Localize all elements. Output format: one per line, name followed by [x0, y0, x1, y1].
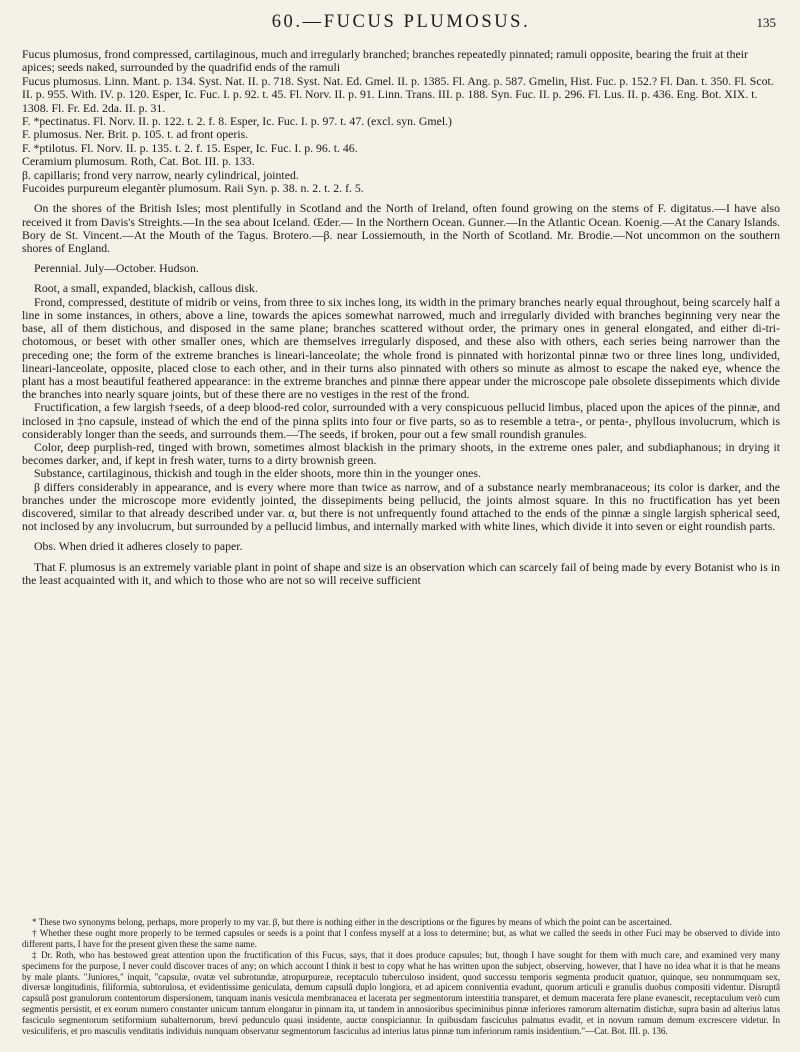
variety-paragraph: β differs considerably in appearance, and is every where more than twice as narrow, and of a substance nearly membranaceous; its color is darker, and the branches under the microscope more evidently jointed, the dissepiments being pellucid, the joints almost square. In this no fructification has yet been discovered, similar to that already described under var. α, but there is not unfrequently found attached to the ends of the pinnæ a single largish spherical seed, not inclosed by any involucrum, but surrounded by a pellucid limbus, and internally marked with white lines, which divide it into seven or eight roundish parts.: [22, 479, 780, 534]
page-title: 60.—FUCUS PLUMOSUS.: [271, 12, 531, 32]
duration-paragraph: Perennial. July—October. Hudson.: [34, 261, 199, 276]
diagnosis: Fucus plumosus, frond compressed, cartilaginous, much and irregularly branched; branches repeatedly pinnated; ramuli opposite, bearing the fruit at their apices; seeds naked, surrounded by the quadrifid ends of the ramuli: [22, 47, 748, 75]
footnote: † Whether these ought more properly to be termed capsules or seeds is a point that I confess myself at a loss to determine; but, as what we called the seeds in other Fuci may be observed to divide into different parts, I have for the present given these the same name.: [22, 927, 780, 949]
footnote: ‡ Dr. Roth, who has bestowed great attention upon the fructification of this Fucus, says, that it does produce capsules; but, though I have sought for them with much care, and examined very many specimens for the purpose, I never could discover traces of any; on which account I think it best to copy what he has written upon the subject, observing, however, that I have no idea what it is that he means by male plants. "Juniores," inquit, "capsulæ, ovatæ vel subrotundæ, atropurpureæ, receptaculo tuberculoso insident, quod successu temporis segmenta producit quatuor, quinque, seu nonnumquam sex, diversæ longitudinis, filiformia, subtorulosa, et evidentissime geniculata, demum capsulâ duplo longiora, et ad apicem conniventia evadunt, quorum articuli e granulis duobus compositi videntur. Disruptâ capsulâ post granulorum contentorum dispersionem, tanquam inanis vesicula membranacea et lacerata per segmentorum interstitia transparet, et demum macerata fere plane evanescit, receptaculum verò cum segmentis persistit, et ex eorum numero constanter unicum tantum elongatur in pinnam ita, ut tandem in annosioribus speciminibus pinnæ inferiores ramorum alternatim distichæ, supra basin ad alterius latus fasciculo segmentorum setiformium subalternorum, brevi pedunculo quasi insidente, auctæ conspiciantur. In quibusdam fasciculus palmatus evadit, et in novum ramum demum excrescere videtur. In vesiculiferis, et pro masculis venditatis individuis nunquam observatur segmentorum fasciculus ad interius latus pinnæ tum inferiorum ramis insidentium."—Cat. Bot. III. p. 136.: [22, 949, 780, 1037]
frond-paragraph: Frond, compressed, destitute of midrib or veins, from three to six inches long, its width in the primary branches nearly equal throughout, being scarcely half a line in some instances, in others, above a line, towards the apices somewhat narrowed, much and irregularly divided with branches beginning very near the base, all of them distichous, and disposed in the same plane; branches scattered without order, the primary ones in general elongated, and either di-tri-chotomous, or beset with other smaller ones, which are themselves irregularly disposed, and these also with others, each series being narrower than the preceding one; the form of the extreme branches is lineari-lanceolate; the whole frond is pinnated with horizontal pinnæ two or three lines long, undivided, lineari-lanceolate, opposite, placed close to each other, and in their turns also pinnated with others so minute as almost to escape the naked eye, whence the plant has a most beautiful feathered appearance: in the extreme branches and pinnæ there appear under the microscope pale obsolete dissepiments which divide the branches into nearly square joints, but of these there are no vestiges in the rest of the frond.: [22, 294, 780, 402]
page-number: 135: [756, 15, 776, 30]
substance-paragraph: Substance, cartilaginous, thickish and tough in the elder shoots, more thin in the younger ones.: [34, 466, 481, 481]
synonymy-block: [22, 48, 780, 195]
footnote: * These two synonyms belong, perhaps, more properly to my var. β, but there is nothing either in the descriptions or the figures by means of which the point can be ascertained.: [32, 917, 672, 927]
description-body: [22, 202, 780, 586]
synonym-line: F. *pectinatus. Fl. Norv. II. p. 122. t. 2. f. 8. Esper, Ic. Fuc. I. p. 97. t. 47. (excl. syn. Gmel.): [22, 114, 452, 129]
synonym-line: F. plumosus. Ner. Brit. p. 105. t. ad front operis.: [22, 127, 249, 142]
synonym-line: F. *ptilotus. Fl. Norv. II. p. 135. t. 2. f. 15. Esper, Ic. Fuc. I. p. 96. t. 46.: [22, 140, 358, 155]
running-header: [22, 8, 780, 48]
variety-beta: β. capillaris; frond very narrow, nearly cylindrical, jointed.: [22, 167, 299, 182]
fructification-paragraph: Fructification, a few largish †seeds, of a deep blood-red color, surrounded with a very conspicuous pellucid limbus, placed upon the apices of the pinnæ, and inclosed in ‡no capsule, instead of which the end of the pinna splits into four or five parts, so as to resemble a tetra-, or penta-, phyllous involucrum, which is considerably longer than the seeds, and surrounds them.—The seeds, if broken, pour out a few small roundish granules.: [22, 400, 780, 441]
remarks-paragraph: That F. plumosus is an extremely variable plant in point of shape and size is an observation which can scarcely fail of being made by every Botanist who is in the least acquainted with it, and which to those who are not so will receive sufficient: [22, 559, 780, 587]
synonym-line: Ceramium plumosum. Roth, Cat. Bot. III. p. 133.: [22, 154, 255, 169]
root-paragraph: Root, a small, expanded, blackish, callous disk.: [34, 281, 258, 296]
color-paragraph: Color, deep purplish-red, tinged with brown, sometimes almost blackish in the primary shoots, in the extreme ones paler, and subdiaphanous; in drying it becomes darker, and, if kept in fresh water, turns to a dirty brownish green.: [22, 439, 780, 468]
synonym-line: Fucus plumosus. Linn. Mant. p. 134. Syst. Nat. II. p. 718. Syst. Nat. Ed. Gmel. II. p. 1385. Fl. Ang. p. 587. Gmelin, Hist. Fuc. p. 152.? Fl. Dan. t. 350. Fl. Scot. II. p. 955. With. IV. p. 120. Esper, Ic. Fuc. I. p. 92. t. 45. Fl. Norv. II. p. 91. Linn. Trans. III. p. 188. Syn. Fuc. II. p. 296. Fl. Lus. II. p. 436. Eng. Bot. XIX. t. 1308. Fl. Fr. Ed. 2da. II. p. 31.: [22, 73, 774, 115]
habitat-paragraph: On the shores of the British Isles; most plentifully in Scotland and the North of Ireland, often found growing on the stems of F. digitatus.—I have also received it from Davis's Streights.—In the sea about Iceland. Œder.— In the Northern Ocean. Gunner.—In the Atlantic Ocean. Koenig.—At the Canary Islands. Bory de St. Vincent.—At the Mouth of the Tagus. Brotero.—β. near Lossiemouth, in the North of Scotland. Mr. Brodie.—Not uncommon on the southern shores of England.: [22, 201, 780, 256]
synonym-line: Fucoides purpureum elegantèr plumosum. Raii Syn. p. 38. n. 2. t. 2. f. 5.: [22, 181, 364, 196]
footnotes: [22, 917, 780, 1037]
observation-paragraph: Obs. When dried it adheres closely to paper.: [34, 539, 243, 554]
